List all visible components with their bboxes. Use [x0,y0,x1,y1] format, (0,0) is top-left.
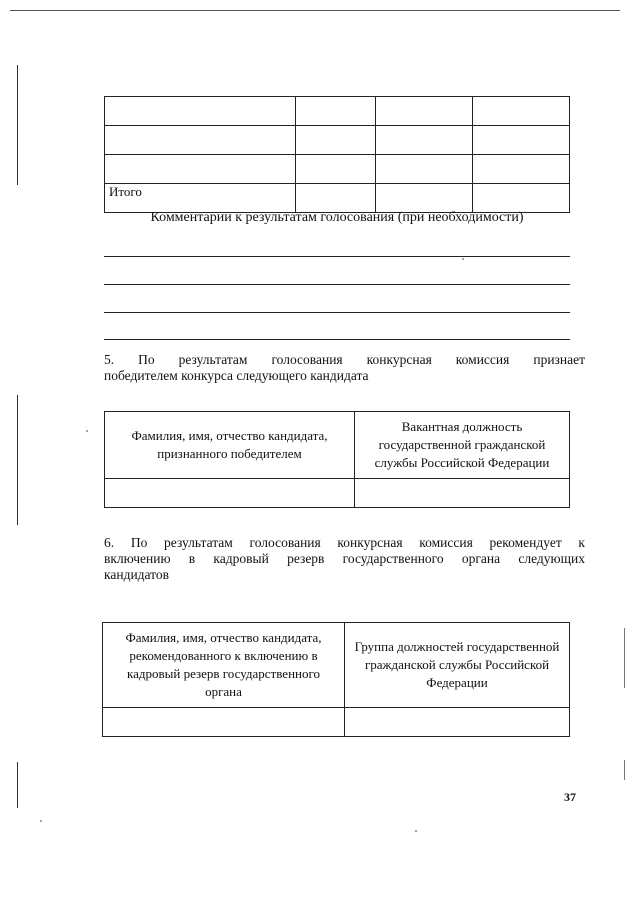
table-cell [473,155,570,184]
position-group-cell [345,708,570,737]
section-6-paragraph [104,535,585,583]
comment-line-4 [104,339,570,340]
table-cell [296,126,376,155]
section-5-paragraph [104,352,585,384]
table-cell [473,97,570,126]
comment-line-1 [104,256,570,257]
page-number: 37 [564,790,576,804]
reserve-candidate-header: Фамилия, имя, отчество кандидата, рекомендованного к включению в кадровый резерв государственного органа [103,623,345,708]
scan-speck [86,430,88,432]
table-cell [105,97,296,126]
table-row-total [105,184,570,213]
scan-edge-top [10,10,620,11]
table-cell [376,126,473,155]
reserve-table [102,622,570,737]
winner-table [104,411,570,508]
table-cell [473,184,570,213]
table-cell [105,126,296,155]
table-cell [376,184,473,213]
vacant-position-header: Вакантная должность государственной гражданской службы Российской Федерации [355,412,570,479]
table-header-row [103,623,570,708]
table-row [103,708,570,737]
scan-speck [40,820,42,822]
comment-line-3 [104,312,570,313]
table-header-row [105,412,570,479]
table-cell [296,155,376,184]
table-row [105,479,570,508]
scan-edge-right-2 [624,760,625,780]
section-5-line-2: победителем конкурса следующего кандидата [104,368,369,383]
table-cell [296,184,376,213]
scan-speck [415,830,417,832]
position-group-header: Группа должностей государственной гражданской службы Российской Федерации [345,623,570,708]
section-6-line-2: включению в кадровый резерв государственного органа следующих [104,551,585,566]
section-5-line-1: 5. По результатам голосования конкурсная комиссия признает [104,352,585,367]
table-cell [296,97,376,126]
comment-line-2 [104,284,570,285]
scan-speck [462,258,464,260]
table-cell [105,155,296,184]
table-cell [473,126,570,155]
scan-edge-left-3 [17,762,18,808]
section-6-line-1: 6. По результатам голосования конкурсная комиссия рекомендует к [104,535,585,550]
winner-name-header: Фамилия, имя, отчество кандидата, признанного победителем [105,412,355,479]
voting-results-table [104,96,570,213]
table-row [105,155,570,184]
scan-edge-right-1 [624,628,625,688]
scan-edge-left-2 [17,395,18,525]
vacant-position-cell [355,479,570,508]
table-row [105,97,570,126]
scan-edge-left-1 [17,65,18,185]
comments-title: Комментарии к результатам голосования (при необходимости) [150,210,524,225]
section-6-line-3: кандидатов [104,567,170,582]
reserve-candidate-cell [103,708,345,737]
table-cell [376,155,473,184]
total-label: Итого [105,184,296,213]
winner-name-cell [105,479,355,508]
table-row [105,126,570,155]
table-cell [376,97,473,126]
